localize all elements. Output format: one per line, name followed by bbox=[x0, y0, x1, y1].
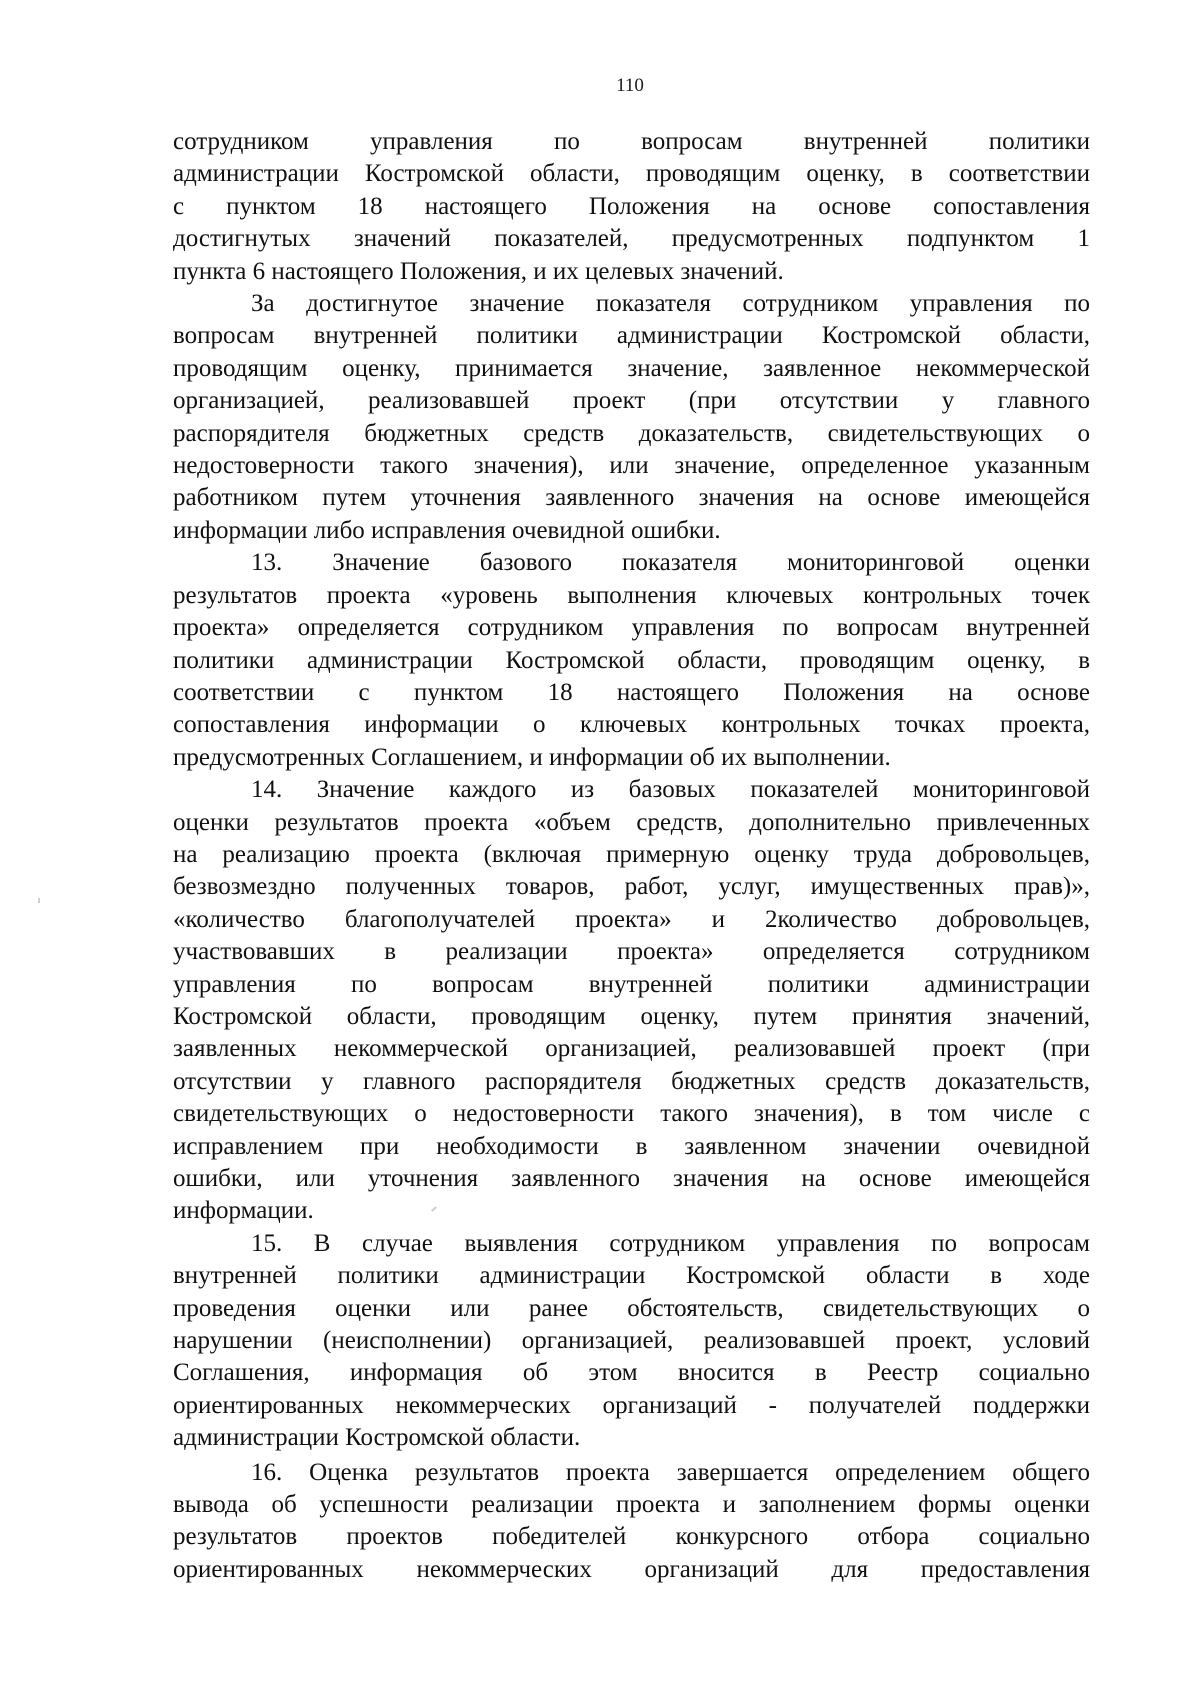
text-line: распорядителя бюджетных средств доказательств, свидетельствующих о bbox=[173, 419, 1090, 447]
text-line: участвовавших в реализации проекта» определяется сотрудником bbox=[173, 938, 1090, 966]
text-line: 14. Значение каждого из базовых показателей мониторинговой bbox=[251, 776, 1090, 804]
text-line: отсутствии у главного распорядителя бюджетных средств доказательств, bbox=[173, 1067, 1090, 1095]
text-line: информации либо исправления очевидной ошибки. bbox=[173, 516, 721, 544]
text-line: проводящим оценку, принимается значение, заявленное некоммерческой bbox=[173, 354, 1090, 382]
scan-speck bbox=[38, 898, 40, 903]
text-line: вопросам внутренней политики администрации Костромской области, bbox=[173, 322, 1090, 350]
text-line: ориентированных некоммерческих организаций - получателей поддержки bbox=[173, 1391, 1090, 1419]
text-line: работником путем уточнения заявленного значения на основе имеющейся bbox=[173, 484, 1090, 512]
text-line: Соглашения, информация об этом вносится в Реестр социально bbox=[173, 1359, 1090, 1387]
text-line: с пунктом 18 настоящего Положения на основе сопоставления bbox=[173, 192, 1090, 220]
text-line: ошибки, или уточнения заявленного значения на основе имеющейся bbox=[173, 1165, 1090, 1192]
text-line: управления по вопросам внутренней политики администрации bbox=[173, 970, 1090, 998]
text-line: администрации Костромской области, проводящим оценку, в соответствии bbox=[173, 160, 1090, 188]
text-line: оценки результатов проекта «объем средств, дополнительно привлеченных bbox=[173, 808, 1090, 836]
text-line: ориентированных некоммерческих организаций для предоставления bbox=[173, 1555, 1090, 1583]
paragraph-continuation bbox=[173, 126, 1090, 288]
text-line: заявленных некоммерческой организацией, реализовавшей проект (при bbox=[173, 1035, 1090, 1063]
paragraph-16 bbox=[173, 1457, 1090, 1587]
paragraph-15 bbox=[173, 1228, 1090, 1455]
paragraph-13 bbox=[173, 547, 1090, 774]
text-line: Костромской области, проводящим оценку, путем принятия значений, bbox=[173, 1002, 1090, 1030]
document-text bbox=[173, 126, 1090, 1586]
text-line: достигнутых значений показателей, предусмотренных подпунктом 1 bbox=[173, 225, 1090, 253]
text-line: свидетельствующих о недостоверности такого значения), в том числе с bbox=[173, 1100, 1090, 1128]
text-line: соответствии с пунктом 18 настоящего Положения на основе bbox=[173, 678, 1090, 706]
text-line: внутренней политики администрации Костромской области в ходе bbox=[173, 1262, 1090, 1290]
text-line: 13. Значение базового показателя мониторинговой оценки bbox=[251, 549, 1090, 577]
text-line: проекта» определяется сотрудником управления по вопросам внутренней bbox=[173, 614, 1090, 642]
page-number: 110 bbox=[616, 75, 644, 96]
text-line: За достигнутое значение показателя сотрудником управления по bbox=[251, 290, 1090, 318]
text-line: исправлением при необходимости в заявленном значении очевидной bbox=[173, 1132, 1090, 1160]
text-line: проведения оценки или ранее обстоятельств, свидетельствующих о bbox=[173, 1294, 1090, 1322]
text-line: 16. Оценка результатов проекта завершается определением общего bbox=[251, 1458, 1090, 1486]
text-line: политики администрации Костромской области, проводящим оценку, в bbox=[173, 646, 1090, 674]
text-line: сопоставления информации о ключевых контрольных точках проекта, bbox=[173, 711, 1090, 739]
text-line: вывода об успешности реализации проекта и заполнением формы оценки bbox=[173, 1491, 1090, 1519]
text-line: пункта 6 настоящего Положения, и их целевых значений. bbox=[173, 257, 784, 285]
text-line: организацией, реализовавшей проект (при отсутствии у главного bbox=[173, 387, 1090, 415]
paragraph-achieved-value bbox=[173, 288, 1090, 547]
text-line: информации. bbox=[173, 1197, 314, 1225]
text-line: «количество благополучателей проекта» и 2количество добровольцев, bbox=[173, 905, 1090, 933]
text-line: сотрудником управления по вопросам внутренней политики bbox=[173, 128, 1090, 155]
text-line: предусмотренных Соглашением, и информации об их выполнении. bbox=[173, 743, 891, 771]
text-line: на реализацию проекта (включая примерную оценку труда добровольцев, bbox=[173, 840, 1090, 868]
text-line: администрации Костромской области. bbox=[173, 1424, 581, 1452]
text-line: 15. В случае выявления сотрудником управления по вопросам bbox=[251, 1229, 1090, 1257]
text-line: результатов проекта «уровень выполнения ключевых контрольных точек bbox=[173, 581, 1090, 609]
text-line: результатов проектов победителей конкурсного отбора социально bbox=[173, 1523, 1090, 1551]
paragraph-14 bbox=[173, 774, 1090, 1228]
text-line: нарушении (неисполнении) организацией, реализовавшей проект, условий bbox=[173, 1327, 1090, 1355]
text-line: недостоверности такого значения), или значение, определенное указанным bbox=[173, 452, 1090, 480]
text-line: безвозмездно полученных товаров, работ, услуг, имущественных прав)», bbox=[173, 873, 1090, 901]
